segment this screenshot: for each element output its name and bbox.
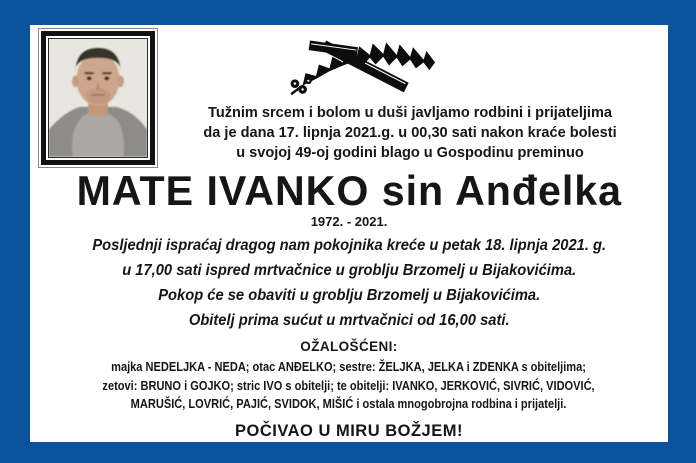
deceased-portrait-photo <box>38 28 158 168</box>
mourners-list <box>59 358 638 414</box>
intro-line: u svojoj 49-oj godini blago u Gospodinu preminuo <box>236 144 584 161</box>
funeral-line: Posljednji ispraćaj dragog nam pokojnika kreće u petak 18. lipnja 2021. g. <box>92 237 606 254</box>
mourners-line: majka NEDELJKA - NEDA; otac ANĐELKO; sestre: ŽELJKA, JELKA i ZDENKA s obiteljima; <box>111 359 587 374</box>
header-right-column <box>158 27 662 163</box>
mourners-line: MARUŠIĆ, LOVRIĆ, PAJIĆ, SVIDOK, MIŠIĆ i ostala mnogobrojna rodbina i prijatelji. <box>131 396 567 411</box>
portrait-illustration <box>48 38 148 158</box>
mourners-heading: OŽALOŠĆENI: <box>300 339 398 354</box>
funeral-line: Pokop će se obaviti u groblju Brzomelj u Bijakovićima. <box>157 287 540 304</box>
deceased-years: 1972. - 2021. <box>310 214 388 229</box>
notice-content <box>30 25 668 442</box>
intro-line: Tužnim srcem i bolom u duši javljamo rodbini i prijateljima <box>208 104 612 121</box>
funeral-info <box>70 233 628 333</box>
intro-text <box>197 103 623 163</box>
photo-black-frame <box>41 31 155 165</box>
funeral-line: u 17,00 sati ispred mrtvačnice u groblju Brzomelj u Bijakovićima. <box>121 262 576 279</box>
deceased-name: MATE IVANKO sin Anđelka <box>76 167 622 214</box>
intro-line: da je dana 17. lipnja 2021.g. u 00,30 sati nakon kraće bolesti <box>203 124 617 141</box>
funeral-line: Obitelj prima sućut u mrtvačnici od 16,00 sati. <box>188 312 510 329</box>
cross-and-palm-icon <box>280 28 450 100</box>
mourners-line: zetovi: BRUNO i GOJKO; stric IVO s obitelji; te obitelji: IVANKO, JERKOVIĆ, SIVRIĆ, VIDOVIĆ, <box>102 377 596 393</box>
closing-message: POČIVAO U MIRU BOŽJEM! <box>235 421 463 440</box>
notice-header <box>36 27 662 168</box>
